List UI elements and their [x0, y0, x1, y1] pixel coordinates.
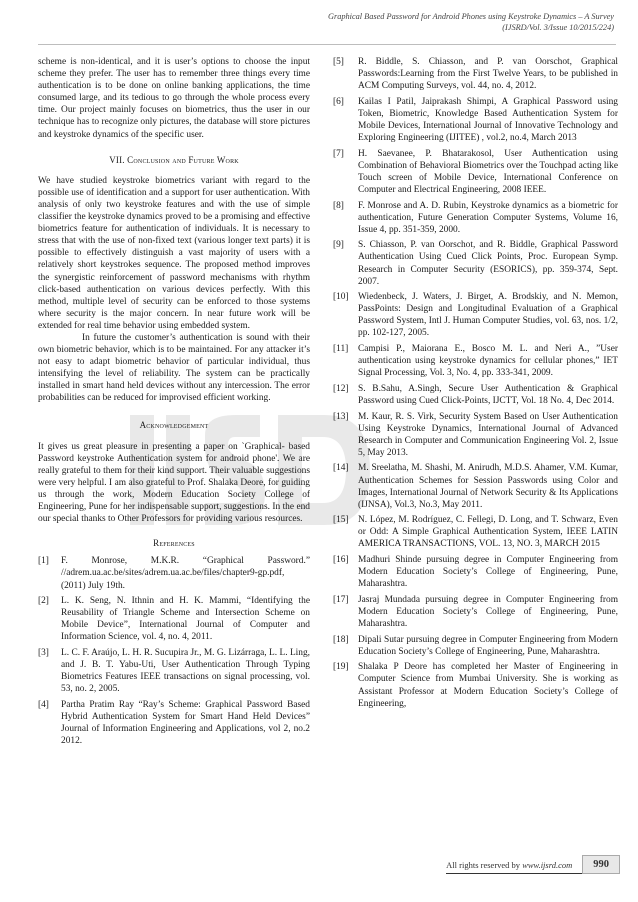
- footer-rights-prefix: All rights reserved by: [446, 860, 523, 870]
- reference-item: [333, 383, 618, 407]
- reference-text: S. Chiasson, P. van Oorschot, and R. Biddle, Graphical Password Authentication Using Cued Click Points, Proc. European Symp. Research in Computer Security (ESORICS), pp. 359-374, Sept. 2007.: [358, 240, 618, 287]
- reference-text: L. K. Seng, N. Ithnin and H. K. Mammi, “Identifying the Reusability of Triangle Scheme and Intersection Scheme on Mobile Device”, International Journal of Computer and Information Science, vol. 4, no. 4, 2011.: [61, 596, 310, 643]
- left-column: [38, 56, 310, 751]
- reference-item: [38, 647, 310, 695]
- reference-number: [6]: [333, 96, 344, 107]
- reference-text: Shalaka P Deore has completed her Master of Engineering in Computer Science from Mumbai University. She is working as Assistant Professor at Modern Education Society’s College of Engineering,: [358, 662, 618, 709]
- reference-text: Campisi P., Maiorana E., Bosco M. L. and Neri A., ”User authentication using keystroke dynamics for cellular phones,” IET Signal Processing, Vol. 3, No. 4, pp. 333-341, 2009.: [358, 344, 618, 379]
- reference-text: Wiedenbeck, J. Waters, J. Birget, A. Brodskiy, and N. Memon, PassPoints: Design and Longitudinal Evaluation of a Graphical Password System, Intl J. Human Computer Studies, vol. 63, nos. 1/2, pp. 102-127, 2005.: [358, 292, 618, 339]
- reference-text: L. C. F. Araújo, L. H. R. Sucupira Jr., M. G. Lizárraga, L. L. Ling, and J. B. T. Yabu-Uti, User Authentication Through Typing Biometrics Features IEEE transactions on signal processing, vol. 53, no. 2, 2005.: [61, 648, 310, 695]
- reference-number: [8]: [333, 200, 344, 211]
- reference-text: M. Sreelatha, M. Shashi, M. Anirudh, M.D.S. Ahamer, V.M. Kumar, Authentication Schemes for Session Passwords using Color and Images, International Journal of Network Security & Its Applications (IJNSA), Vol.3, No.3, May 2011.: [358, 463, 618, 510]
- page-number: 990: [582, 855, 620, 874]
- reference-number: [14]: [333, 463, 349, 474]
- reference-number: [19]: [333, 662, 349, 673]
- conclusion-paragraph-2: In future the customer’s authentication is sound with their own biometric behavior, which is to be maintained. For any attacker it’s not easy to adapt biometric behavior of particular individual, thus intensifying the level of reliability. The system can be practically installed in smart hand held devices without any intercession. The error probabilities can be reduced for improvised efficient working.: [38, 332, 310, 404]
- reference-number: [12]: [333, 383, 349, 394]
- running-header-citation: (IJSRD/Vol. 3/Issue 10/2015/224): [502, 23, 614, 32]
- reference-text: Partha Pratim Ray “Ray’s Scheme: Graphical Password Based Hybrid Authentication System for Smart Hand Held Devices” Journal of Information Engineering and Applications, vol 2, no.2 2012.: [61, 699, 310, 747]
- reference-number: [2]: [38, 596, 49, 607]
- footer-site-link[interactable]: www.ijsrd.com: [522, 860, 573, 870]
- reference-number: [17]: [333, 594, 349, 605]
- running-header-title: Graphical Based Password for Android Phones using Keystroke Dynamics – A Survey: [328, 12, 614, 21]
- reference-item: [333, 291, 618, 339]
- reference-item: [333, 200, 618, 236]
- reference-text: R. Biddle, S. Chiasson, and P. van Oorschot, Graphical Passwords:Learning from the First Twelve Years, to be published in ACM Computing Surveys, vol. 44, no. 4, 2012.: [358, 57, 618, 92]
- acknowledgement-paragraph: It gives us great pleasure in presenting a paper on `Graphical- based Password keystroke Authentication system for android phone'. We are really grateful to them for their kind support. Their valuable suggestions were very helpful. I am also grateful to Prof. Shalaka Deore, for guiding us through the work, Modern Education Society College of Engineering, Pune for her indispensable support, suggestions. In the end our special thanks to Other Professors for providing various resources.: [38, 441, 310, 525]
- reference-text: F. Monrose and A. D. Rubin, Keystroke dynamics as a biometric for authentication, Future Generation Computer Systems, Volume 16, Issue 4, pp. 351-359, 2000.: [358, 200, 618, 235]
- reference-number: [13]: [333, 411, 349, 422]
- reference-text: Madhuri Shinde pursuing degree in Computer Engineering from Modern Education Society’s College of Engineering, Pune, Maharashtra.: [358, 555, 618, 590]
- reference-list-left: [38, 555, 310, 747]
- reference-number: [18]: [333, 634, 349, 645]
- reference-number: [15]: [333, 515, 349, 526]
- reference-list-right: [333, 56, 618, 724]
- reference-number: [16]: [333, 555, 349, 566]
- reference-item: [333, 239, 618, 287]
- reference-text: S. B.Sahu, A.Singh, Secure User Authentication & Graphical Password using Cued Click-Points, IJCTT, Vol. 18 No. 4, Dec 2014.: [358, 383, 618, 406]
- reference-text: F. Monrose, M.K.R. “Graphical Password.” //adrem.ua.ac.be/sites/adrem.ua.ac.be/files/chapter9-gp.pdf, (2011) July 19th.: [61, 556, 310, 591]
- reference-text: Dipali Sutar pursuing degree in Computer Engineering from Modern Education Society’s College of Engineering, Pune, Maharashtra.: [358, 634, 618, 657]
- reference-item: [333, 411, 618, 459]
- reference-number: [10]: [333, 292, 349, 303]
- page-footer: [446, 855, 620, 874]
- reference-text: H. Saevanee, P. Bhatarakosol, User Authentication using Combination of Behavioral Biometrics over the Touchpad acting like Touch screen of Mobile Device, International Conference on Computer and Electrical Engineering, 2008 IEEE.: [358, 148, 618, 195]
- reference-item: [38, 595, 310, 643]
- reference-number: [11]: [333, 344, 349, 355]
- references-heading: References: [153, 538, 195, 549]
- reference-item: [333, 148, 618, 196]
- reference-text: Jasraj Mundada pursuing degree in Computer Engineering from Modern Education Society’s College of Engineering, Pune, Maharashtra.: [358, 594, 618, 630]
- reference-number: [4]: [38, 699, 49, 710]
- reference-number: [3]: [38, 648, 49, 659]
- header-rule: [38, 44, 616, 45]
- reference-item: [333, 554, 618, 590]
- reference-item: [333, 594, 618, 630]
- reference-item: [333, 634, 618, 658]
- reference-item: [333, 56, 618, 92]
- footer-rights: [446, 860, 582, 874]
- intro-paragraph: scheme is non-identical, and it is user’s options to choose the input scheme they prefer. The user has to remember three things every time authentication is to be done on online banking applications, the time consumed large, and its tedious to go through the whole process every time. Our project mainly focuses on biometrics, thus the user in our technique has to recognize only pictures, the database will store pictures and keystroke dynamics of the specific user.: [38, 57, 310, 140]
- reference-text: Kailas I Patil, Jaiprakash Shimpi, A Graphical Password using Token, Biometric, Knowledge Based Authentication System for Mobile Devices, International Journal of Innovative Technology and Exploring Engineering (IJITEE) , vol.2, no.4, March 2013: [358, 96, 618, 144]
- reference-number: [5]: [333, 57, 344, 67]
- reference-item: [333, 96, 618, 144]
- reference-item: [333, 462, 618, 510]
- conclusion-paragraph-1: We have studied keystroke biometrics variant with regard to the possible use of identification and a support for user authentication. With analysis of only two keystroke features and with the use of simple classifier the keystroke dynamics proved to be a promising and effective biometrics feature for authentication of individuals. It is necessary to stress that with the use of non-fixed text (various longer text parts) it is possible to effectively distinguish a vast majority of users with a relatively short keystrokes sequence. The proposed method improves the synergistic reinforcement of password mechanisms with rhythm click-based authentication on various devices perfectly. With this method, multiple level of security can be enforced to those systems where security is the major concern. In near future work will be extended for real time behavior using embedded system.: [38, 175, 310, 331]
- reference-number: [1]: [38, 556, 49, 567]
- conclusion-heading: VII. Conclusion and Future Work: [109, 154, 239, 165]
- reference-text: N. López, M. Rodríguez, C. Fellegi, D. Long, and T. Schwarz, Even or Odd: A Simple Graphical Authentication System, IEEE LATIN AMERICA TRANSACTIONS, VOL. 13, NO. 3, MARCH 2015: [358, 515, 618, 550]
- acknowledgement-heading: Acknowledgement: [139, 419, 209, 430]
- right-column: [333, 56, 618, 727]
- reference-item: [333, 514, 618, 550]
- reference-item: [38, 555, 310, 591]
- reference-item: [38, 699, 310, 747]
- reference-item: [333, 343, 618, 379]
- reference-number: [7]: [333, 148, 344, 159]
- reference-text: M. Kaur, R. S. Virk, Security System Based on User Authentication Using Keystroke Dynamics, International Journal of Advanced Research in Computer and Communication Engineering Vol. 2, Issue 5, May 2013.: [358, 411, 618, 458]
- reference-number: [9]: [333, 240, 344, 251]
- reference-item: [333, 661, 618, 709]
